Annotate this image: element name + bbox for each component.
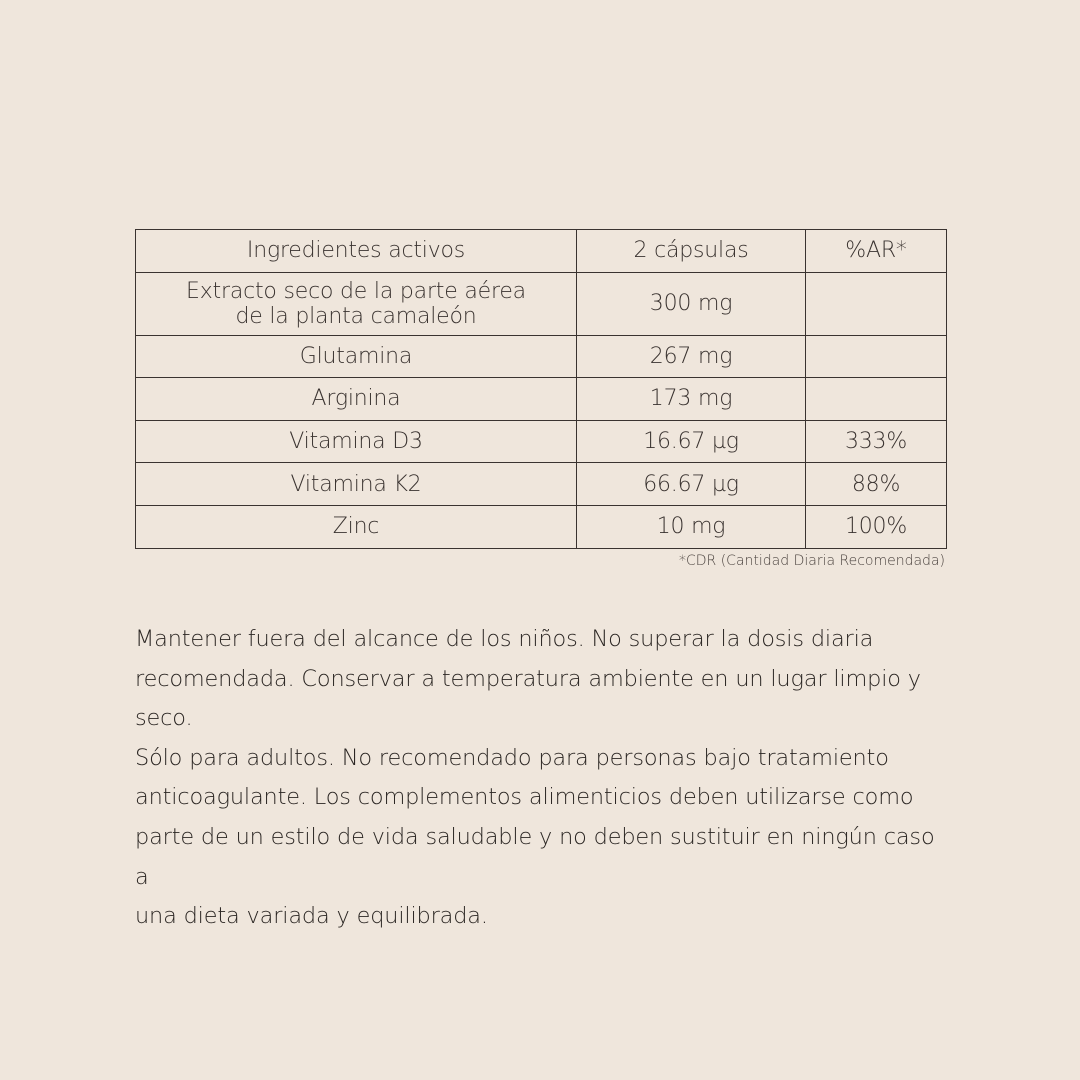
table-row (136, 378, 947, 421)
ingredient-cell: Zinc (136, 505, 577, 548)
warning-line: parte de un estilo de vida saludable y no deben sustituir en ningún caso a (135, 823, 935, 890)
table-row (136, 335, 947, 378)
ingredient-cell: Vitamina D3 (136, 420, 577, 463)
ingredient-line: Extracto seco de la parte aérea (186, 278, 526, 304)
header-ar: %AR* (806, 230, 947, 273)
warning-line: anticoagulante. Los complementos alimenticios deben utilizarse como (135, 784, 914, 811)
ar-cell: 333% (806, 420, 947, 463)
ingredient-cell (136, 272, 577, 335)
warning-line: Sólo para adultos. No recomendado para personas bajo tratamiento (135, 744, 889, 771)
ar-cell: 88% (806, 463, 947, 506)
ingredient-cell: Vitamina K2 (136, 463, 577, 506)
table-footnote: *CDR (Cantidad Diaria Recomendada) (678, 553, 945, 569)
table-row (136, 505, 947, 548)
amount-cell: 267 mg (577, 335, 806, 378)
table-row (136, 420, 947, 463)
ar-cell: 100% (806, 505, 947, 548)
amount-cell: 10 mg (577, 505, 806, 548)
ingredients-table (135, 229, 947, 549)
warning-line: recomendada. Conservar a temperatura ambiente en un lugar limpio y seco. (135, 665, 921, 732)
header-ingredients: Ingredientes activos (136, 230, 577, 273)
amount-cell: 300 mg (577, 272, 806, 335)
ingredient-cell: Glutamina (136, 335, 577, 378)
table-row (136, 272, 947, 335)
warning-line: Mantener fuera del alcance de los niños. No superar la dosis diaria (135, 626, 874, 652)
table-row (136, 463, 947, 506)
header-amount: 2 cápsulas (577, 230, 806, 273)
ar-cell (806, 272, 947, 335)
ar-cell (806, 335, 947, 378)
amount-cell: 173 mg (577, 378, 806, 421)
warning-line: una dieta variada y equilibrada. (135, 903, 488, 930)
ingredient-cell: Arginina (136, 378, 577, 421)
amount-cell: 16.67 µg (577, 420, 806, 463)
ar-cell (806, 378, 947, 421)
ingredient-line: de la planta camaleón (235, 303, 477, 329)
warning-text (135, 620, 955, 937)
amount-cell: 66.67 µg (577, 463, 806, 506)
table-header-row (136, 230, 947, 273)
